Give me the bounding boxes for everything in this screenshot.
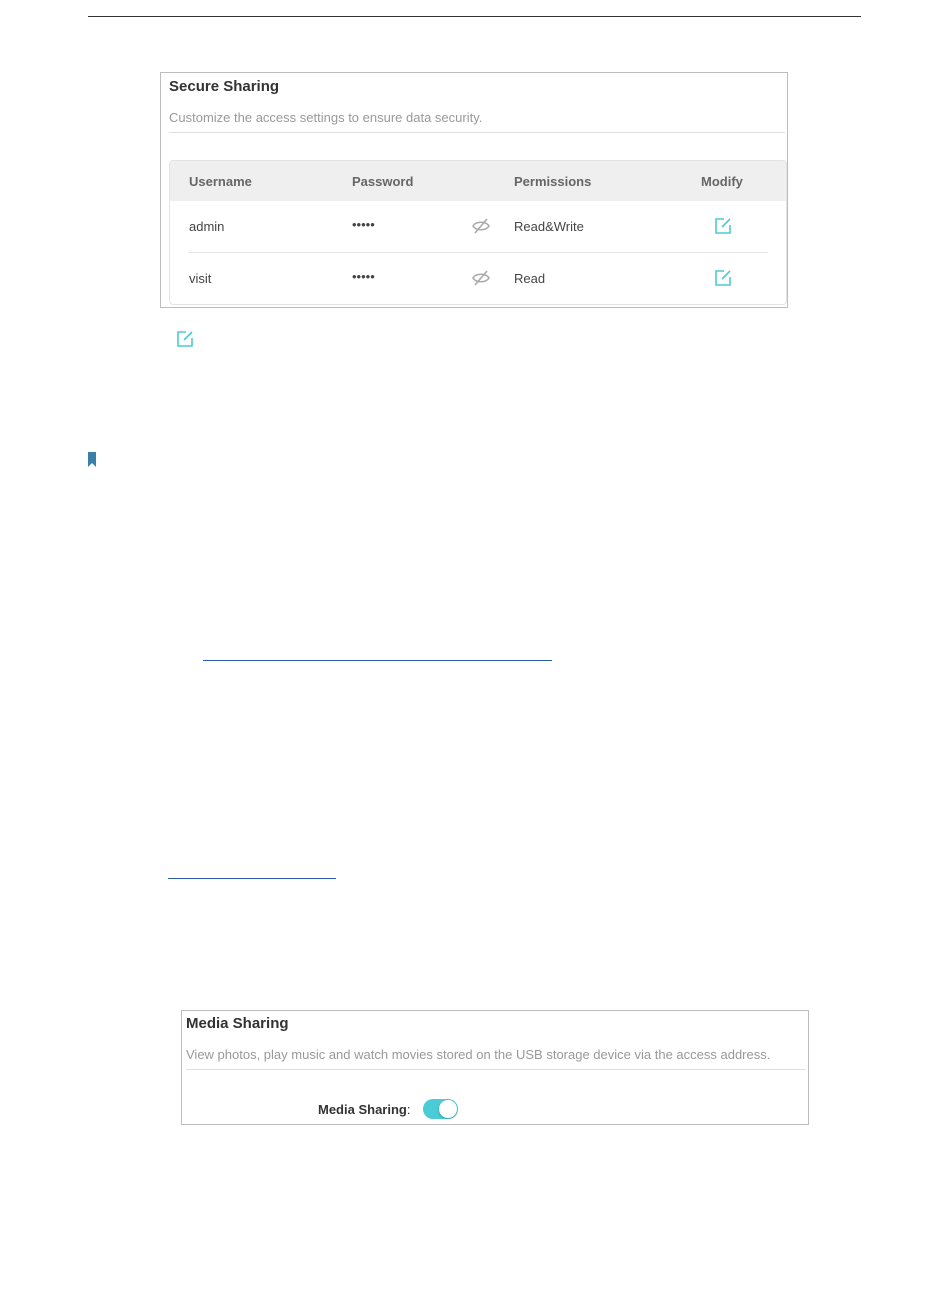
media-sharing-toggle[interactable] bbox=[423, 1099, 458, 1119]
media-sharing-panel bbox=[181, 1010, 809, 1125]
table-row bbox=[170, 253, 786, 305]
eye-slash-icon[interactable] bbox=[471, 268, 491, 288]
edit-icon[interactable] bbox=[714, 217, 732, 235]
media-sharing-title: Media Sharing bbox=[186, 1015, 289, 1032]
bookmark-icon bbox=[88, 452, 96, 467]
top-rule bbox=[88, 16, 861, 17]
eye-slash-icon[interactable] bbox=[471, 216, 491, 236]
panel-divider bbox=[186, 1069, 806, 1070]
table-row bbox=[170, 201, 786, 253]
link-underline[interactable] bbox=[168, 878, 336, 879]
password-cell: ••••• bbox=[352, 217, 375, 232]
media-sharing-label: Media Sharing: bbox=[318, 1102, 411, 1117]
permission-cell: Read&Write bbox=[514, 219, 584, 234]
password-cell: ••••• bbox=[352, 269, 375, 284]
column-header-username: Username bbox=[189, 174, 252, 189]
secure-sharing-description: Customize the access settings to ensure data security. bbox=[169, 110, 483, 125]
table-header bbox=[170, 161, 786, 201]
link-underline[interactable] bbox=[203, 660, 552, 661]
edit-icon bbox=[176, 330, 194, 348]
toggle-knob bbox=[439, 1100, 457, 1118]
edit-icon[interactable] bbox=[714, 269, 732, 287]
username-cell: visit bbox=[189, 271, 212, 286]
panel-divider bbox=[169, 132, 785, 133]
username-cell: admin bbox=[189, 219, 225, 234]
permission-cell: Read bbox=[514, 271, 546, 286]
column-header-password: Password bbox=[352, 174, 414, 189]
user-table bbox=[169, 160, 787, 305]
secure-sharing-title: Secure Sharing bbox=[169, 78, 280, 95]
secure-sharing-panel bbox=[160, 72, 788, 308]
column-header-modify: Modify bbox=[701, 174, 743, 189]
column-header-permissions: Permissions bbox=[514, 174, 592, 189]
media-sharing-description: View photos, play music and watch movies stored on the USB storage device via the access address. bbox=[186, 1047, 771, 1062]
